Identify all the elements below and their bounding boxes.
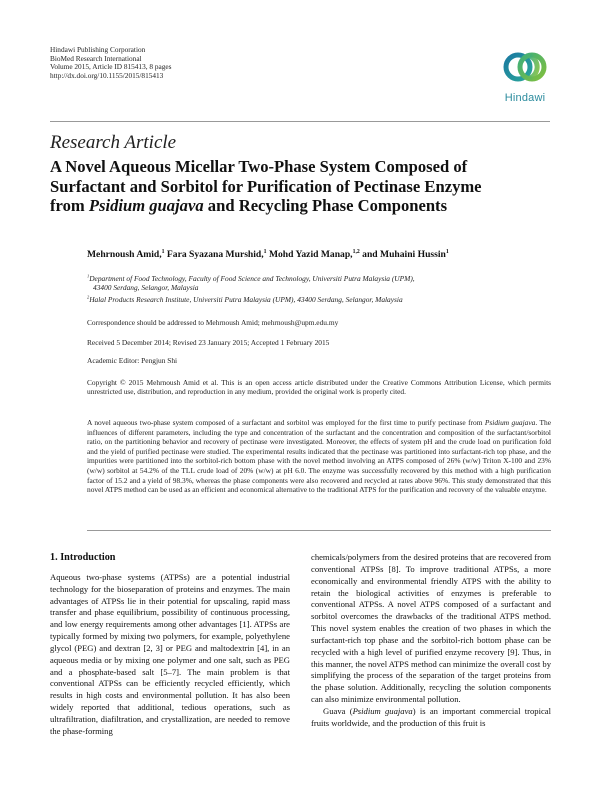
title-line-3-end: and Recycling Phase Components xyxy=(203,196,448,215)
abstract-divider xyxy=(87,530,551,531)
affiliation-2 xyxy=(87,296,547,305)
hindawi-logo-text: Hindawi xyxy=(504,92,546,104)
article-type: Research Article xyxy=(50,132,177,153)
academic-editor: Academic Editor: Pengjun Shi xyxy=(87,356,178,365)
affiliation-2-text: Halal Products Research Institute, Universiti Putra Malaysia (UPM), 43400 Serdang, Selangor, Malaysia xyxy=(89,295,403,304)
intro-paragraph-3-start: Guava ( xyxy=(323,705,353,716)
author-3: Mohd Yazid Manap, xyxy=(268,249,353,260)
abstract xyxy=(87,418,551,495)
affiliation-1-number: 1 xyxy=(87,273,90,279)
copyright-notice: Copyright © 2015 Mehrnoush Amid et al. This is an open access article distributed under the Creative Commons Attribution License, which permits unrestricted use, distribution, and reproduction in any medium, provided the original work is properly cited. xyxy=(87,378,551,397)
affiliation-2-number: 2 xyxy=(87,294,90,300)
section-heading-introduction: 1. Introduction xyxy=(50,552,116,563)
author-2-affil: 1 xyxy=(263,248,267,255)
header-divider xyxy=(50,121,550,122)
abstract-body: . The influences of different parameters, including the type and concentration of the surfactant and the concentration and composition of the surfactant/sorbitol ratio, on the partitioning behavior and recovery of pectinase were investigated. Moreover, the effects of system pH and the crude load on purification fold and the yield of purified pectinase were studied. The experimental results indicated that the pectinase was partitioned into surfactant-rich top phase, and the impurities were partitioned into the sorbitol-rich bottom phase with the novel method involving an ATPS composed of 26% (w/w) Triton X-100 and 23% (w/w) sorbitol at 54.2% of the TLL crude load of 20% (w/w) at pH 6.0. The enzyme was successfully recovered by this method with a high purification factor of 15.2 and a yield of 98.3%, whereas the phase components were also recovered and recycled at rates above 96%. This study demonstrated that this novel ATPS method can be used as an efficient and economical alternative to the traditional ATPS for the purification and recovery of the valuable enzyme. xyxy=(87,418,551,495)
journal-metadata xyxy=(50,46,171,80)
affiliation-1-address: 43400 Serdang, Selangor, Malaysia xyxy=(93,282,199,292)
hindawi-logo xyxy=(497,46,553,108)
author-3-affil: 1,2 xyxy=(352,248,360,255)
intro-paragraph-3-body: ) is an important commercial tropical fruits worldwide, and the production of this fruit is xyxy=(311,705,551,728)
hindawi-rings-icon xyxy=(497,46,553,90)
publisher-name: Hindawi Publishing Corporation xyxy=(50,45,146,54)
volume-info: Volume 2015, Article ID 815413, 8 pages xyxy=(50,62,172,72)
article-title xyxy=(50,157,550,216)
intro-paragraph-2: chemicals/polymers from the desired proteins that are recovered from conventional ATPSs [8]. To improve traditional ATPSs, a more economically and environmental friendly ATPS with the ability to retain the biological activities of enzymes is preferable to conventional ATPSs. A novel ATPS composed of a surfactant and sorbitol overcomes the drawbacks of the traditional ATPS method. This novel system enables the creation of two phases in which the surfactant-rich top phase and the sorbitol-rich bottom phase can be recycled with a high level of purified enzyme recovery [9]. Thus, in this manner, the novel ATPS method can minimize the overall cost by simplifying the process of the separation of the target proteins from the phase solution. Additionally, recycling the solution components can also minimize environmental pollution. xyxy=(311,552,551,705)
author-4: and Muhaini Hussin xyxy=(362,249,446,260)
author-list xyxy=(87,249,449,260)
abstract-species-name: Psidium guajava xyxy=(484,418,536,427)
abstract-start: A novel aqueous two-phase system composed of a surfactant and sorbitol was employed for the first time to purify pectinase from xyxy=(87,418,485,427)
correspondence: Correspondence should be addressed to Mehrnoush Amid; mehrnoush@upm.edu.my xyxy=(87,318,339,327)
intro-paragraph-3 xyxy=(311,706,551,730)
title-line-1: A Novel Aqueous Micellar Two-Phase System Composed of xyxy=(50,157,468,176)
title-line-3-start: from xyxy=(50,196,89,215)
intro-paragraph-1: Aqueous two-phase systems (ATPSs) are a potential industrial technology for the bioseparation of proteins and enzymes. The main advantages of ATPSs lie in their potential for upscaling, rapid mass transfer and phase equilibrium, possibility of continuous processing, and low energy requirements among other advantages [1]. ATPSs are typically formed by mixing two polymers, for example, polyethylene glycol (PEG) and dextran [2, 3] or PEG and maltodextrin [4], in an aqueous media or by mixing one polymer and one salt, such as PEG and a phosphate-based salt [5–7]. The main problem is that conventional ATPSs can be efficiently recycled efficiently, which results in high costs and environmental pollution. It has also been widely reported that additional, tedious operations, such as ultrafiltration, diafiltration, and crystallization, are needed to remove the phase-forming xyxy=(50,571,290,736)
author-2: Fara Syazana Murshid, xyxy=(166,249,264,260)
affiliation-1 xyxy=(87,275,547,293)
intro-species-name: Psidium guajava xyxy=(352,705,413,716)
title-species-name: Psidium guajava xyxy=(88,196,204,215)
doi-link[interactable]: http://dx.doi.org/10.1155/2015/815413 xyxy=(50,70,164,80)
author-1-affil: 1 xyxy=(161,248,165,255)
column-right xyxy=(311,552,551,730)
journal-name: BioMed Research International xyxy=(50,53,142,63)
affiliation-1-text: Department of Food Technology, Faculty of Food Science and Technology, Universiti Putra Malaysia (UPM), xyxy=(89,274,415,283)
title-line-2: Surfactant and Sorbitol for Purification of Pectinase Enzyme xyxy=(50,176,482,196)
article-dates: Received 5 December 2014; Revised 23 January 2015; Accepted 1 February 2015 xyxy=(87,338,330,347)
column-left xyxy=(50,552,290,738)
author-1: Mehrnoush Amid, xyxy=(87,249,162,260)
title-line-3 xyxy=(50,196,550,216)
author-4-affil: 1 xyxy=(445,248,449,255)
